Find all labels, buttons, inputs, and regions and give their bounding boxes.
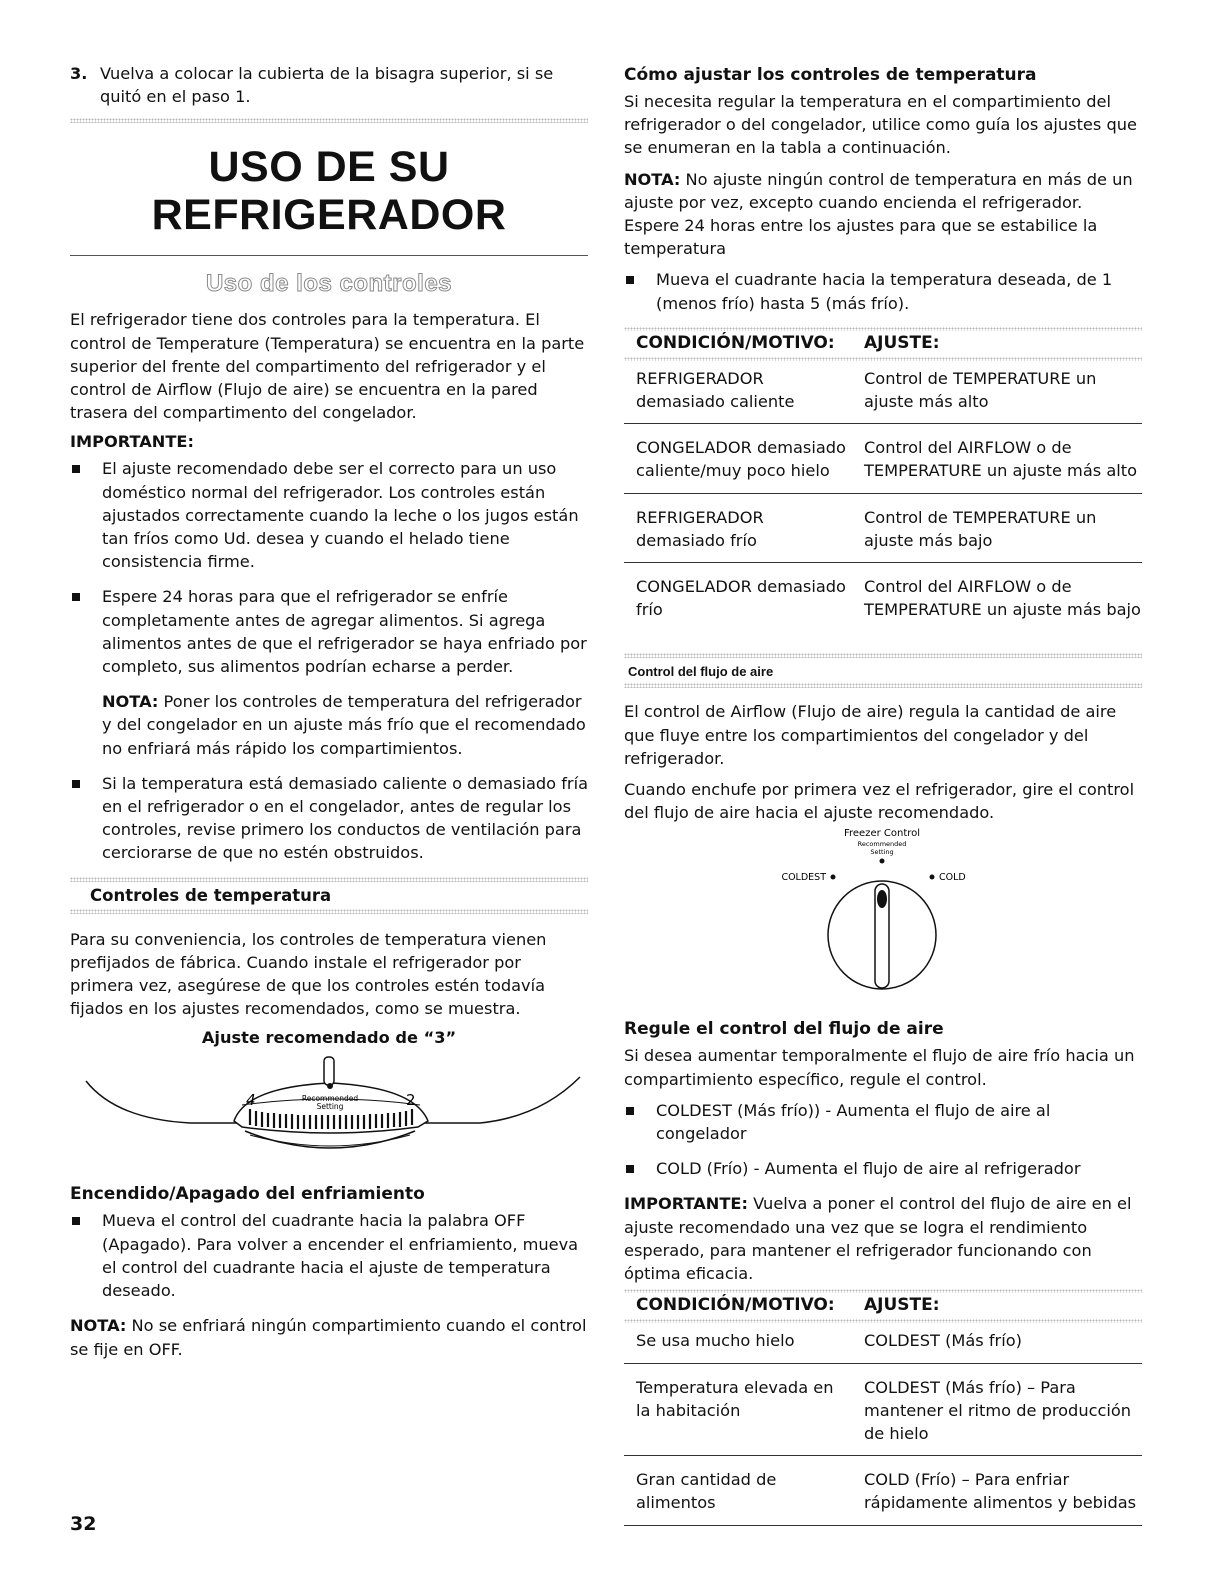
dial-number-4: 4 [246, 1091, 256, 1110]
list-item: Mueva el cuadrante hacia la temperatura deseada, de 1 (menos frío) hasta 5 (más frío). [624, 268, 1142, 314]
note-text: Poner los controles de temperatura del refrigerador y del congelador en un ajuste más frío que el recomendado no enfriará más rápido los compartimientos. [102, 692, 586, 758]
table-row [624, 1363, 1142, 1456]
dotted-divider [624, 683, 1142, 688]
list-item: COLDEST (Más frío)) - Aumenta el flujo de aire al congelador [624, 1099, 1142, 1145]
adjust-note [624, 168, 1142, 261]
intro-paragraph: El refrigerador tiene dos controles para la temperatura. El control de Temperature (Temperatura) se encuentra en la parte superior del frente del compartimento del refrigerador y el control de Airflow (Flujo de aire) se encuentra en la pared trasera del compartimento del congelador. [70, 310, 585, 423]
step-3 [70, 62, 588, 108]
table-header-condition: CONDICIÓN/MOTIVO: [636, 1295, 835, 1316]
list-item: Espere 24 horas para que el refrigerador se enfríe completamente antes de agregar alimentos. Si agrega alimentos antes de que el refrigerador se haya enfriado por completo, sus alimentos podrían echarse a perder. [70, 585, 588, 678]
note-text: No se enfriará ningún compartimiento cuando el control se fije en OFF. [70, 1316, 587, 1359]
table-row [624, 424, 1142, 493]
dial-label-line1: Recommended [301, 1094, 359, 1104]
table-header-setting: AJUSTE: [864, 1295, 940, 1316]
regulate-heading: Regule el control del flujo de aire [624, 1019, 944, 1040]
temp-controls-heading: Controles de temperatura [90, 885, 332, 905]
list-item: Si la temperatura está demasiado caliente o demasiado fría en el refrigerador o en el congelador, antes de regular los controles, revise primero los conductos de ventilación para cerciorarse de que no estén obstruidos. [70, 772, 588, 865]
important-text: Vuelva a poner el control del flujo de aire en el ajuste recomendado una vez que se logra el rendimiento esperado, para mantener el refrigerador funcionando con óptima eficacia. [624, 1194, 1132, 1284]
table-cell: COLDEST (Más frío) – Para mantener el ritmo de producción de hielo [852, 1363, 1142, 1456]
list-item: COLD (Frío) - Aumenta el flujo de aire al refrigerador [624, 1157, 1142, 1180]
title-rule [70, 255, 588, 256]
dotted-divider [624, 653, 1142, 658]
list-item: El ajuste recomendado debe ser el correcto para un uso doméstico normal del refrigerador. Los controles están ajustados correctamente cuando la leche o los jugos están tan fríos como Ud. desea y cuando el helado tiene consistencia firme. [70, 457, 588, 573]
table-cell: Control de TEMPERATURE un ajuste más bajo [852, 493, 1142, 562]
freezer-rec-line2: Setting [870, 848, 894, 857]
dial-list [624, 268, 1142, 314]
important-list [70, 457, 588, 678]
table-cell: Control de TEMPERATURE un ajuste más alto [852, 361, 1142, 424]
dotted-divider [70, 118, 588, 123]
note-label: NOTA: [70, 1316, 127, 1336]
table-row [624, 1323, 1142, 1363]
table-cell: CONGELADOR demasiado caliente/muy poco hielo [624, 424, 852, 493]
table-cell: Control del AIRFLOW o de TEMPERATURE un ajuste más alto [852, 424, 1142, 493]
adjust-heading: Cómo ajustar los controles de temperatura [624, 65, 1037, 85]
table-header-setting: AJUSTE: [864, 332, 940, 353]
table-cell: Se usa mucho hielo [624, 1323, 852, 1363]
important-paragraph [624, 1192, 1142, 1285]
vents-list [70, 772, 588, 865]
note-text: No ajuste ningún control de temperatura en más de un ajuste por vez, excepto cuando encienda el refrigerador. Espere 24 horas entre los ajustes para que se estabilice la temperatura [624, 169, 1133, 259]
airflow-table [624, 1293, 1142, 1525]
step-number: 3. [70, 64, 88, 83]
regulate-paragraph: Si desea aumentar temporalmente el flujo de aire frío hacia un compartimiento específico, regule el control. [624, 1046, 1135, 1089]
freezer-cold-label: COLD [939, 872, 966, 884]
right-column [624, 62, 1142, 1526]
airflow-paragraph-1: El control de Airflow (Flujo de aire) regula la cantidad de aire que fluye entre los compartimientos del congelador y del refrigerador. [624, 702, 1117, 768]
dotted-divider [70, 909, 588, 914]
freezer-control-diagram [624, 824, 1142, 1014]
table-row [624, 1456, 1142, 1525]
table-cell: REFRIGERADOR demasiado caliente [624, 361, 852, 424]
table-row [624, 493, 1142, 562]
page-number: 32 [70, 1513, 97, 1535]
dotted-divider [70, 877, 588, 882]
temp-controls-paragraph: Para su conveniencia, los controles de temperatura vienen prefijados de fábrica. Cuando instale el refrigerador por primera vez, asegúrese de que los controles estén todavía fijados en los ajustes recomendados, como se muestra. [70, 929, 547, 1019]
table-cell: CONGELADOR demasiado frío [636, 577, 846, 620]
page-title: USO DE SU REFRIGERADOR [151, 143, 507, 240]
freezer-rec-line1: Recommended [857, 840, 907, 849]
section-title: Uso de los controles [205, 270, 453, 298]
important-label: IMPORTANTE: [70, 432, 194, 452]
table-cell: Temperatura elevada en la habitación [624, 1363, 852, 1456]
onoff-list [70, 1209, 588, 1302]
list-item: Mueva el control del cuadrante hacia la palabra OFF (Apagado). Para volver a encender el enfriamiento, mueva el control del cuadrante hacia el ajuste de temperatura deseado. [70, 1209, 588, 1302]
adjust-paragraph: Si necesita regular la temperatura en el compartimiento del refrigerador o del congelador, utilice como guía los ajustes que se enumeran en la tabla a continuación. [624, 92, 1137, 158]
onoff-heading: Encendido/Apagado del enfriamiento [70, 1184, 425, 1205]
table-header-condition: CONDICIÓN/MOTIVO: [636, 332, 835, 353]
temperature-dial-illustration [70, 1053, 588, 1173]
left-column [70, 62, 588, 1369]
dial-number-2: 2 [406, 1091, 416, 1110]
table-cell: Control del AIRFLOW o de TEMPERATURE un ajuste más bajo [864, 577, 1141, 620]
airflow-heading: Control del flujo de aire [628, 664, 774, 680]
recommended-caption: Ajuste recomendado de “3” [201, 1028, 457, 1048]
table-cell: REFRIGERADOR demasiado frío [624, 493, 852, 562]
dial-label-line2: Setting [316, 1102, 344, 1112]
table-cell: Gran cantidad de alimentos [624, 1456, 852, 1525]
freezer-coldest-label: COLDEST [781, 872, 826, 884]
table-cell: COLD (Frío) – Para enfriar rápidamente alimentos y bebidas [852, 1456, 1142, 1525]
note-off [70, 1314, 588, 1360]
important-label: IMPORTANTE: [624, 1194, 748, 1214]
table-row [624, 361, 1142, 424]
note-cold-setting [70, 690, 588, 760]
step-text: Vuelva a colocar la cubierta de la bisagra superior, si se quitó en el paso 1. [100, 64, 554, 107]
temperature-table [624, 331, 1142, 632]
airflow-paragraph-2: Cuando enchufe por primera vez el refrigerador, gire el control del flujo de aire hacia el ajuste recomendado. [624, 780, 1135, 823]
note-label: NOTA: [102, 692, 159, 712]
regulate-list [624, 1099, 1142, 1181]
table-cell: COLDEST (Más frío) [852, 1323, 1142, 1363]
table-row [624, 563, 1142, 632]
note-label: NOTA: [624, 169, 681, 189]
freezer-control-title: Freezer Control [843, 828, 921, 840]
